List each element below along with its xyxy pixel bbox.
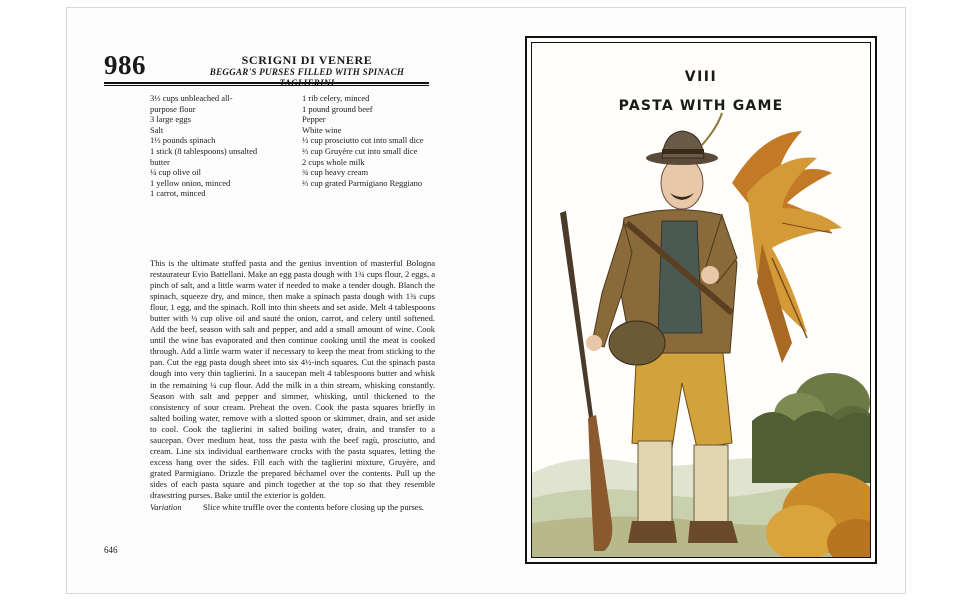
chapter-title: PASTA WITH GAME (618, 98, 784, 114)
ingredient-line: ⅔ cup Gruyère cut into small dice (302, 145, 418, 156)
ingredient-line: 1½ pounds spinach (150, 135, 216, 146)
ingredients-column-right (302, 93, 440, 199)
ingredient-line: ½ cup prosciutto cut into small dice (302, 135, 424, 146)
ingredient-line: purpose flour (150, 103, 196, 114)
ingredient-line: 1 pound ground beef (302, 103, 373, 114)
heading-rule-thick (104, 82, 429, 84)
ingredients-list (150, 93, 440, 199)
ingredient-line: ¼ cup olive oil (150, 167, 201, 178)
hunter-illustration (532, 43, 871, 558)
chapter-number: VIII (684, 69, 718, 85)
variation-text: Slice white truffle over the contents before closing up the purses. (203, 502, 425, 512)
ingredient-line: ⅔ cup grated Parmigiano Reggiano (302, 177, 423, 188)
ingredient-line: 1 stick (8 tablespoons) unsalted (150, 145, 258, 156)
ingredient-line: 2 cups whole milk (302, 156, 365, 167)
page-number: 646 (104, 545, 118, 555)
chapter-plate (525, 36, 877, 564)
variation-label: Variation (150, 502, 182, 512)
ingredient-line: White wine (302, 124, 342, 135)
method-paragraph: This is the ultimate stuffed pasta and the genius invention of masterful Bologna restaurateur Evio Battellani. Make an egg pasta dough with 1¾ cups flour, 2 eggs, a pinch of salt, and a little warm water if needed to make a tender dough. Blanch the spinach, squeeze dry, and mince, then make a spinach pasta dough with 1¾ cups flour, 1 egg, and the spinach. Roll into thin sheets and set aside. Melt 4 tablespoons butter with ¼ cup olive oil and sauté the onion, carrot, and celery until softened. Add the beef, season with salt and pepper, and add a small amount of wine. Cook until the wine has evaporated and then continue cooking until the meat is cooked through. Add a little warm water if necessary to keep the meat from sticking to the pan. Cut the egg pasta dough sheet into six 4½-inch squares. Cut the spinach pasta dough into very thin taglierini. In a saucepan melt 4 tablespoons butter and whisk in the remaining ¼ cup flour. Add the milk in a thin stream, whisking constantly. Season with salt and pepper and simmer, whisking, until thickened to the consistency of sour cream. Preheat the oven. Cook the pasta squares briefly in salted boiling water, remove with a slotted spoon or skimmer, drain, and set aside to cool. Cook the taglierini in salted boiling water, drain, and transfer to a saucepan. Over medium heat, toss the pasta with the beef ragù, prosciutto, and cream. Line six individual earthenware crocks with the pasta squares, letting the excess hang over the sides. Fill each with the taglierini mixture, Gruyère, and grated Parmigiano. Drizzle the prepared béchamel over the contents. Pull up the sides of each pasta square and pinch together at the top so that they resemble drawstring purses. Bake until the exterior is golden. (150, 258, 435, 500)
ingredient-line: 3⅓ cups unbleached all- (150, 93, 233, 103)
ingredient-line: 1 carrot, minced (150, 188, 206, 199)
ingredient-line: ¾ cup heavy cream (302, 167, 369, 178)
plate-inner-frame (531, 42, 871, 558)
ingredient-line: butter (150, 156, 170, 167)
recipe-title: SCRIGNI DI VENERE (241, 53, 373, 67)
ingredient-line: Salt (150, 124, 164, 135)
variation-note (150, 502, 435, 513)
ingredient-line: 1 yellow onion, minced (150, 177, 231, 188)
heading-rule-thin (104, 85, 429, 86)
ingredient-line: 1 rib celery, minced (302, 93, 370, 103)
ingredient-line: 3 large eggs (150, 114, 191, 125)
ingredient-line: Pepper (302, 114, 326, 125)
recipe-number: 986 (104, 50, 146, 80)
recipe-subtitle: BEGGAR'S PURSES FILLED WITH SPINACH (209, 67, 405, 77)
ingredients-column-left (150, 93, 288, 199)
